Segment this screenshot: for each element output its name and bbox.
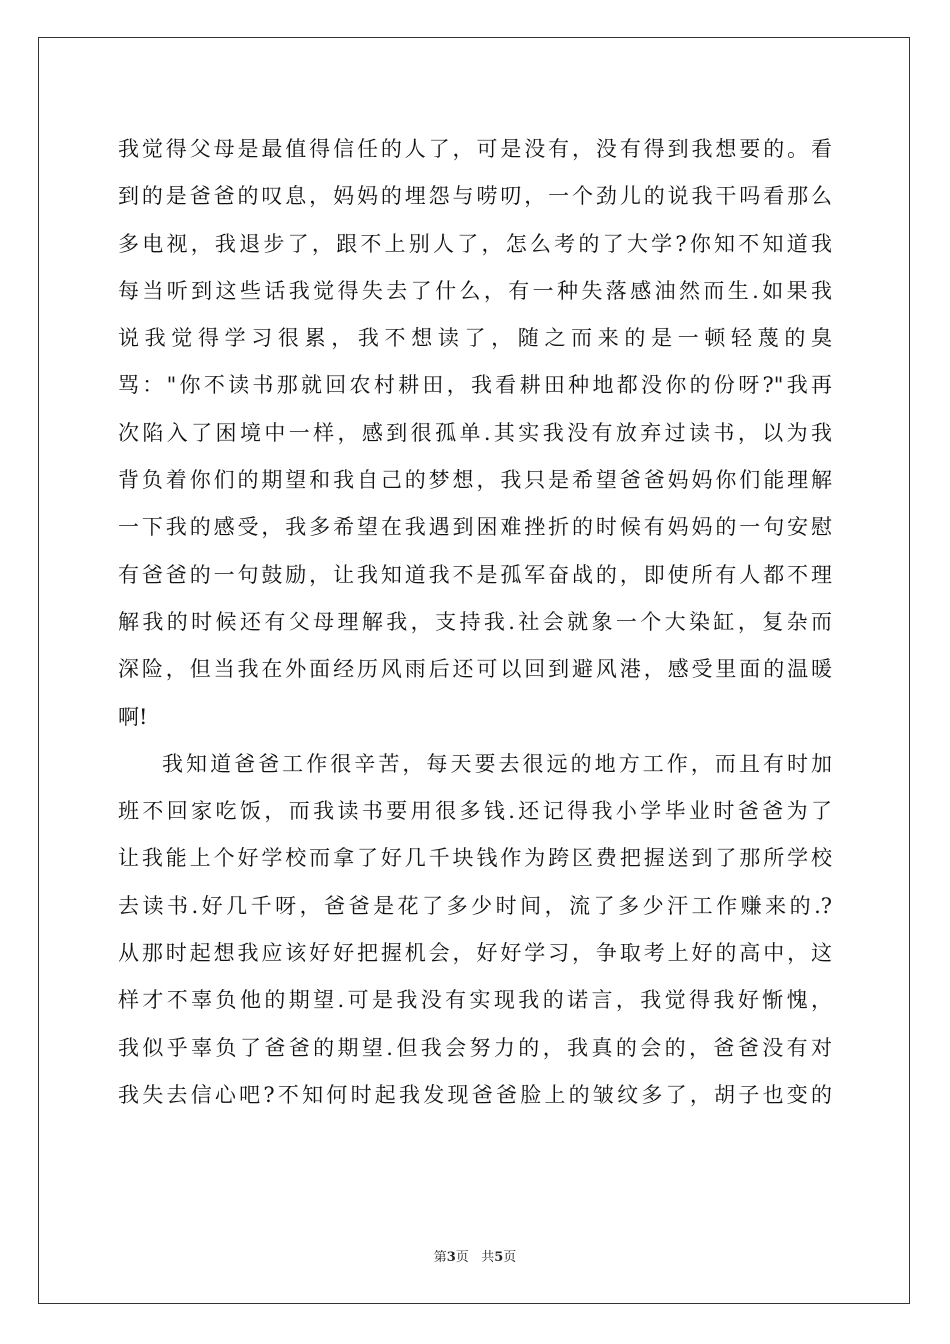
text-line: 多电视，我退步了，跟不上别人了，怎么考的了大学?你知不知道我 [118,231,832,256]
text-line: 我觉得父母是最值得信任的人了，可是没有，没有得到我想要的。看 [118,137,832,161]
text-line: 去读书.好几千呀，爸爸是花了多少时间，流了多少汗工作赚来的.? [118,893,832,918]
text-line: 一下我的感受，我多希望在我遇到困难挫折的时候有妈妈的一句安慰 [118,515,832,540]
text-line: 到的是爸爸的叹息，妈妈的埋怨与唠叨，一个劲儿的说我干吗看那么 [118,184,832,209]
text-line: 样才不辜负他的期望.可是我没有实现我的诺言，我觉得我好惭愧， [118,988,832,1013]
text-line: 次陷入了困境中一样，感到很孤单.其实我没有放弃过读书，以为我 [118,420,832,445]
text-line: 背负着你们的期望和我自己的梦想，我只是希望爸爸妈妈你们能理解 [118,468,832,493]
document-body [118,126,832,1119]
text-line: 啊! [118,704,148,729]
text-line: 解我的时候还有父母理解我，支持我.社会就象一个大染缸，复杂而 [118,609,832,634]
text-line: 深险，但当我在外面经历风雨后还可以回到避风港，感受里面的温暖 [118,657,832,682]
total-pages: 5 [494,1250,504,1265]
page-footer [0,1246,950,1265]
page-label-suffix: 页 [455,1250,469,1265]
text-line: 从那时起想我应该好好把握机会，好好学习，争取考上好的高中，这 [118,941,832,966]
page-label-prefix: 第 [433,1250,447,1265]
page-number: 3 [446,1250,456,1265]
total-label-prefix: 共 [481,1250,495,1265]
text-line: 让我能上个好学校而拿了好几千块钱作为跨区费把握送到了那所学校 [118,846,832,871]
total-label-suffix: 页 [503,1250,517,1265]
text-line: 说我觉得学习很累，我不想读了，随之而来的是一顿轻蔑的臭 [118,326,832,351]
text-line: 班不回家吃饭，而我读书要用很多钱.还记得我小学毕业时爸爸为了 [118,799,832,824]
paragraph-first-line: 我知道爸爸工作很辛苦，每天要去很远的地方工作，而且有时加 [162,751,832,776]
text-line: 我似乎辜负了爸爸的期望.但我会努力的，我真的会的，爸爸没有对 [118,1035,832,1060]
text-line: 每当听到这些话我觉得失去了什么，有一种失落感油然而生.如果我 [118,278,832,303]
text-line: 有爸爸的一句鼓励，让我知道我不是孤军奋战的，即使所有人都不理 [118,562,832,587]
text-line: 我失去信心吧?不知何时起我发现爸爸脸上的皱纹多了，胡子也变的 [118,1082,832,1107]
text-line: 骂："你不读书那就回农村耕田，我看耕田种地都没你的份呀?"我再 [118,373,832,398]
